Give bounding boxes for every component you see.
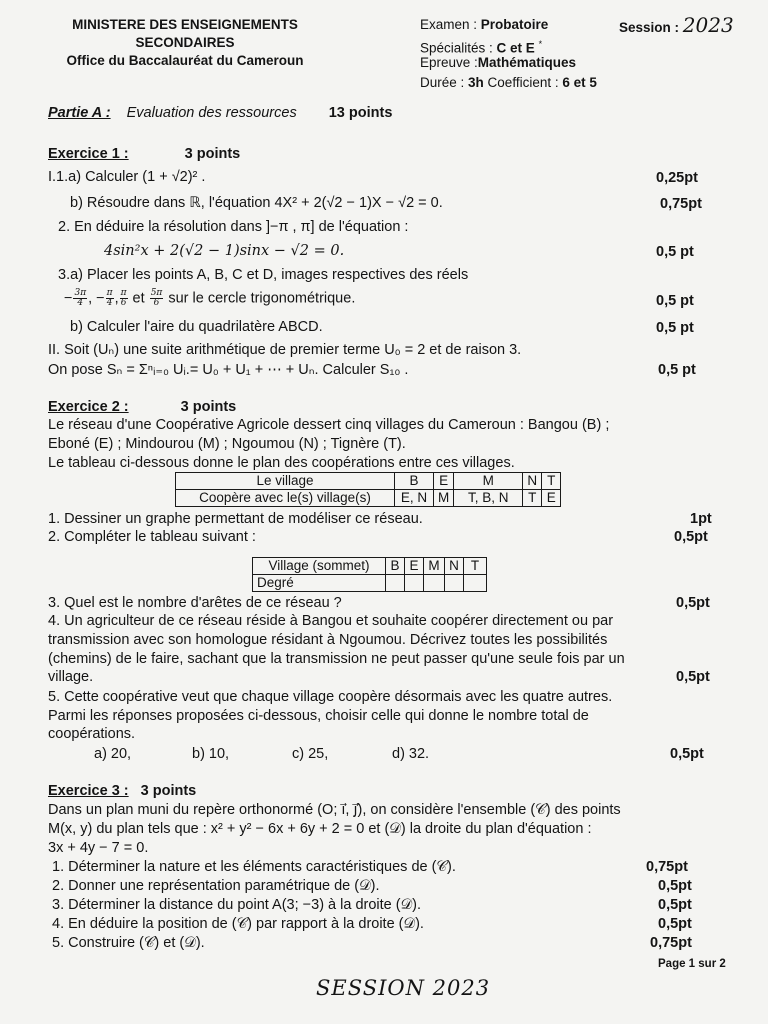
ex3-para3: 3x + 4y − 7 = 0. xyxy=(48,840,149,856)
ex1-q3b-points: 0,5 pt xyxy=(656,320,694,336)
ex2-q5-line2: Parmi les réponses proposées ci-dessous, choisir celle qui donne le nombre total de xyxy=(48,708,589,724)
choice-d: d) 32. xyxy=(392,746,430,762)
degree-table xyxy=(252,557,487,592)
duree-label: Durée : xyxy=(420,75,469,90)
ex2-q4-line4: village. xyxy=(48,669,94,685)
frac-den: 4 xyxy=(106,298,113,308)
session-value: 2023 xyxy=(682,13,734,37)
ex1-q1b-points: 0,75pt xyxy=(660,196,702,212)
ex2-para2: Eboné (E) ; Mindourou (M) ; Ngoumou (N) ; Tignère (T). xyxy=(48,436,406,452)
frac-num: π xyxy=(106,288,113,298)
ex2-q1: 1. Dessiner un graphe permettant de modéliser ce réseau. xyxy=(48,511,423,527)
table-cell: Degré xyxy=(253,575,386,592)
table-cell: T xyxy=(523,490,542,507)
table-cell-empty xyxy=(464,575,487,592)
office-name: Office du Baccalauréat du Cameroun xyxy=(66,53,304,68)
ex3-para1: Dans un plan muni du repère orthonormé (O; ı⃗, ȷ⃗), on considère l'ensemble (𝒞) des points xyxy=(48,802,621,818)
table-cell: T xyxy=(542,473,561,490)
ex2-q5-line3: coopérations. xyxy=(48,726,136,742)
frac-num: π xyxy=(120,288,127,298)
exam-label: Examen : xyxy=(420,17,481,32)
minus-sign: − xyxy=(64,290,73,307)
choice-a: a) 20, xyxy=(94,746,132,762)
ex2-q4-line3: (chemins) de le faire, sachant que la transmission ne peut passer qu'une seule fois par un xyxy=(48,651,625,667)
ex2-q1-points: 1pt xyxy=(690,511,712,527)
spec-mark: * xyxy=(538,39,543,49)
table-cell: B xyxy=(395,473,434,490)
table-cell-empty xyxy=(445,575,464,592)
ex1-heading xyxy=(48,145,240,164)
session-label: Session : xyxy=(619,20,683,35)
ex1-qII-points: 0,5 pt xyxy=(658,362,696,378)
ex1-q1a: I.1.a) Calculer (1 + √2)² . xyxy=(48,169,206,185)
table-cell: Village (sommet) xyxy=(253,558,386,575)
table-cell: E xyxy=(434,473,454,490)
ex1-q2-equation: 4sin²x + 2(√2 − 1)sinx − √2 = 0. xyxy=(104,243,345,259)
fraction-5pi-6 xyxy=(150,289,164,308)
ex3-q4-points: 0,5pt xyxy=(658,916,692,932)
ex3-q5: 5. Construire (𝒞) et (𝒟). xyxy=(52,935,205,951)
table-cell-empty xyxy=(405,575,424,592)
fraction-pi-4 xyxy=(106,289,114,308)
frac-den: 6 xyxy=(153,298,160,308)
ministry-line2: SECONDAIRES xyxy=(135,35,235,50)
session-line xyxy=(619,13,734,37)
ex3-q5-points: 0,75pt xyxy=(650,935,692,951)
fraction-pi-6 xyxy=(120,289,128,308)
part-a-heading xyxy=(48,104,392,123)
table-cell-empty xyxy=(424,575,445,592)
ex1-points: 3 points xyxy=(184,146,241,162)
table-row xyxy=(176,490,561,507)
ex2-q2: 2. Compléter le tableau suivant : xyxy=(48,529,256,545)
exam-value: Probatoire xyxy=(480,17,549,32)
ex1-q2-points: 0,5 pt xyxy=(656,244,694,260)
ex2-para3: Le tableau ci-dessous donne le plan des coopérations entre ces villages. xyxy=(48,455,515,471)
ex1-q3a-points: 0,5 pt xyxy=(656,293,694,309)
ex2-q4-points: 0,5pt xyxy=(676,669,710,685)
epreuve-line xyxy=(420,54,576,72)
table-cell-empty xyxy=(386,575,405,592)
table-cell: B xyxy=(386,558,405,575)
table-cell: M xyxy=(454,473,523,490)
ex2-title: Exercice 2 : xyxy=(48,399,129,415)
exam-line xyxy=(420,16,548,34)
table-cell: Le village xyxy=(176,473,395,490)
ministry-line1: MINISTERE DES ENSEIGNEMENTS xyxy=(72,17,298,32)
frac-num: 5π xyxy=(150,288,163,298)
table-cell: E, N xyxy=(395,490,434,507)
ex3-q2-points: 0,5pt xyxy=(658,878,692,894)
ex1-qII: II. Soit (Uₙ) une suite arithmétique de premier terme U₀ = 2 et de raison 3. xyxy=(48,342,522,358)
ex1-qII-sum: On pose Sₙ = Σⁿᵢ₌₀ Uᵢ.= U₀ + U₁ + ⋯ + Uₙ. Calculer S₁₀ . xyxy=(48,362,409,378)
ex2-heading xyxy=(48,398,236,417)
ex3-q2: 2. Donner une représentation paramétrique de (𝒟). xyxy=(52,878,380,894)
ex2-q2-points: 0,5pt xyxy=(674,529,708,545)
table-cell: N xyxy=(523,473,542,490)
ex2-q3-points: 0,5pt xyxy=(676,595,710,611)
table-cell: E xyxy=(405,558,424,575)
epreuve-value: Mathématiques xyxy=(477,55,577,70)
part-a-label: Partie A : xyxy=(48,105,111,121)
fraction-3pi-4 xyxy=(73,289,87,308)
separator: , − xyxy=(88,290,105,307)
ex2-q5-line1: 5. Cette coopérative veut que chaque village coopère désormais avec les quatre autres. xyxy=(48,689,613,705)
ex2-q4-line2: transmission avec son homologue résidant à Ngoumou. Décrivez toutes les possibilités xyxy=(48,632,608,648)
ex3-title: Exercice 3 : xyxy=(48,783,129,799)
q3a-end: sur le cercle trigonométrique. xyxy=(164,290,356,307)
ex2-q5-points: 0,5pt xyxy=(670,746,704,762)
ex3-q1: 1. Déterminer la nature et les éléments caractéristiques de (𝒞). xyxy=(52,859,456,875)
ministry-title xyxy=(40,16,330,70)
table-header-row xyxy=(176,473,561,490)
separator: , xyxy=(114,290,119,307)
ex3-q4: 4. En déduire la position de (𝒞) par rapport à la droite (𝒟). xyxy=(52,916,424,932)
table-header-row xyxy=(253,558,487,575)
table-cell: T, B, N xyxy=(454,490,523,507)
choice-b: b) 10, xyxy=(192,746,230,762)
table-cell: M xyxy=(424,558,445,575)
table-cell: N xyxy=(445,558,464,575)
frac-den: 4 xyxy=(77,298,84,308)
part-a-title: Evaluation des ressources xyxy=(126,105,297,121)
ex2-para1: Le réseau d'une Coopérative Agricole dessert cinq villages du Cameroun : Bangou (B) ; xyxy=(48,417,610,433)
ex3-q3-points: 0,5pt xyxy=(658,897,692,913)
ex1-q2: 2. En déduire la résolution dans ]−π , π] de l'équation : xyxy=(58,219,409,235)
table-cell: E xyxy=(542,490,561,507)
ex3-para2: M(x, y) du plan tels que : x² + y² − 6x + 6y + 2 = 0 et (𝒟) la droite du plan d'équation : xyxy=(48,821,592,837)
part-a-points: 13 points xyxy=(328,105,393,121)
table-cell: Coopère avec le(s) village(s) xyxy=(176,490,395,507)
duree-value: 3h xyxy=(468,75,484,90)
frac-den: 6 xyxy=(120,298,127,308)
ex2-points: 3 points xyxy=(180,399,237,415)
spec-label: Spécialités : xyxy=(420,40,497,56)
ex1-q1b: b) Résoudre dans ℝ, l'équation 4X² + 2(√2 − 1)X − √2 = 0. xyxy=(70,195,443,211)
ex3-points: 3 points xyxy=(140,783,197,799)
ex1-q3a: 3.a) Placer les points A, B, C et D, images respectives des réels xyxy=(58,267,469,283)
epreuve-label: Epreuve : xyxy=(420,55,478,70)
ex2-q4-line1: 4. Un agriculteur de ce réseau réside à Bangou et souhaite coopérer directement ou par xyxy=(48,613,614,629)
coef-value: 6 et 5 xyxy=(562,75,597,90)
duration-line xyxy=(420,74,597,92)
ex1-q3b: b) Calculer l'aire du quadrilatère ABCD. xyxy=(70,319,323,335)
ex2-q3: 3. Quel est le nombre d'arêtes de ce réseau ? xyxy=(48,595,342,611)
handwritten-session: SESSION 2023 xyxy=(316,976,491,1000)
page-number: Page 1 sur 2 xyxy=(658,958,726,970)
table-cell: T xyxy=(464,558,487,575)
ex3-q3: 3. Déterminer la distance du point A(3; −3) à la droite (𝒟). xyxy=(52,897,422,913)
spec-value: C et E xyxy=(496,40,535,56)
ex3-q1-points: 0,75pt xyxy=(646,859,688,875)
table-cell: M xyxy=(434,490,454,507)
frac-num: 3π xyxy=(74,288,87,298)
cooperation-table xyxy=(175,472,561,507)
choice-c: c) 25, xyxy=(292,746,329,762)
ex1-title: Exercice 1 : xyxy=(48,146,129,162)
and-word: et xyxy=(128,290,149,307)
coef-label: Coefficient : xyxy=(483,75,563,90)
ex3-heading xyxy=(48,782,196,801)
ex1-q1a-points: 0,25pt xyxy=(656,170,698,186)
ex1-q3a-values xyxy=(64,289,355,308)
table-row xyxy=(253,575,487,592)
